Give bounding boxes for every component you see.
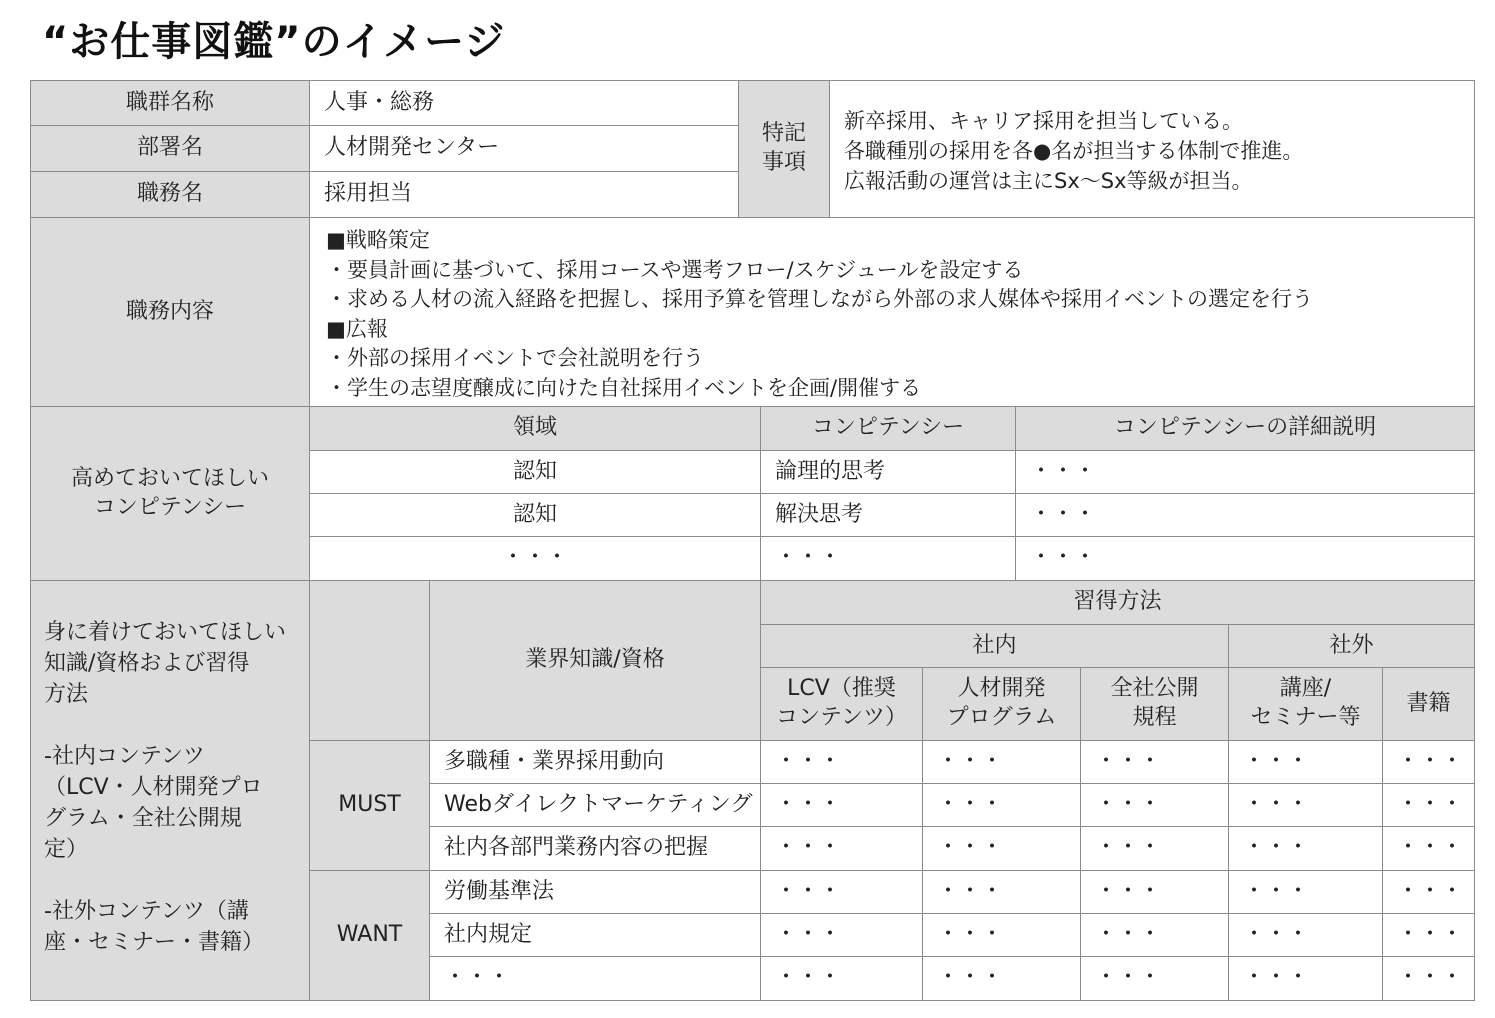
method-cell: ・・・ — [1228, 740, 1383, 784]
competency-domain: 認知 — [309, 493, 761, 537]
method-cell: ・・・ — [1228, 956, 1383, 1001]
sub-header-seminar: 講座/ セミナー等 — [1228, 667, 1383, 741]
competency-domain: ・・・ — [309, 536, 761, 581]
competency-header-detail: コンピテンシーの詳細説明 — [1015, 406, 1475, 451]
method-cell: ・・・ — [922, 870, 1081, 914]
job-group-value: 人事・総務 — [309, 80, 739, 126]
method-cell: ・・・ — [922, 913, 1081, 957]
competency-header-domain: 領域 — [309, 406, 761, 451]
note-line: 新卒採用、キャリア採用を担当している。 — [844, 109, 1243, 133]
competency-name: ・・・ — [760, 536, 1016, 581]
method-cell: ・・・ — [1080, 783, 1229, 827]
method-cell: ・・・ — [760, 956, 923, 1001]
duty-line: ・要員計画に基づいて、採用コースや選考フロー/スケジュールを設定する — [326, 257, 1024, 282]
competency-header-name: コンピテンシー — [760, 406, 1016, 451]
knowledge-item: 社内各部門業務内容の把握 — [429, 826, 761, 871]
method-cell: ・・・ — [1382, 870, 1475, 914]
competency-detail: ・・・ — [1015, 536, 1475, 581]
method-cell: ・・・ — [760, 740, 923, 784]
group-want: WANT — [309, 870, 430, 1001]
role-value: 採用担当 — [309, 171, 739, 218]
group-must: MUST — [309, 740, 430, 871]
method-cell: ・・・ — [1228, 913, 1383, 957]
notes-label: 特記 事項 — [738, 80, 830, 218]
method-cell: ・・・ — [760, 826, 923, 871]
knowledge-side-line: -社内コンテンツ （LCV・人材開発プロ グラム・全社公開規 定） — [44, 744, 263, 862]
method-cell: ・・・ — [760, 870, 923, 914]
method-cell: ・・・ — [922, 826, 1081, 871]
method-cell: ・・・ — [1382, 740, 1475, 784]
competency-name: 解決思考 — [760, 493, 1016, 537]
method-cell: ・・・ — [922, 956, 1081, 1001]
note-line: 広報活動の運営は主にSx～Sx等級が担当。 — [844, 169, 1253, 193]
method-cell: ・・・ — [1382, 913, 1475, 957]
duty-line: ・学生の志望度醸成に向けた自社採用イベントを企画/開催する — [326, 375, 922, 400]
sub-header-lcv: LCV（推奨 コンテンツ） — [760, 667, 923, 741]
duties-label: 職務内容 — [30, 217, 310, 407]
method-cell: ・・・ — [1080, 740, 1229, 784]
industry-header: 業界知識/資格 — [429, 580, 761, 741]
method-cell: ・・・ — [1080, 826, 1229, 871]
page-title: “お仕事図鑑”のイメージ — [42, 19, 506, 65]
method-cell: ・・・ — [760, 913, 923, 957]
method-cell: ・・・ — [1080, 870, 1229, 914]
method-cell: ・・・ — [1382, 956, 1475, 1001]
method-cell: ・・・ — [922, 740, 1081, 784]
duty-line: ■広報 — [326, 316, 388, 341]
competency-label: 高めておいてほしい コンピテンシー — [30, 406, 310, 581]
sub-header-rules: 全社公開 規程 — [1080, 667, 1229, 741]
dept-value: 人材開発センター — [309, 125, 739, 172]
method-cell: ・・・ — [1080, 956, 1229, 1001]
method-cell: ・・・ — [1228, 870, 1383, 914]
internal-header: 社内 — [760, 624, 1229, 668]
duty-line: ・求める人材の流入経路を把握し、採用予算を管理しながら外部の求人媒体や採用イベントの選定を行う — [326, 287, 1313, 311]
job-group-label: 職群名称 — [30, 80, 310, 126]
knowledge-side-line: 身に着けておいてほしい 知識/資格および習得 方法 — [44, 620, 287, 707]
knowledge-item: 多職種・業界採用動向 — [429, 740, 761, 784]
group-header-blank — [309, 580, 430, 741]
sub-header-program: 人材開発 プログラム — [922, 667, 1081, 741]
notes-text — [844, 106, 1303, 196]
competency-detail: ・・・ — [1015, 450, 1475, 494]
competency-name: 論理的思考 — [760, 450, 1016, 494]
duty-line: ・外部の採用イベントで会社説明を行う — [326, 346, 704, 370]
knowledge-item: Webダイレクトマーケティング — [429, 783, 761, 827]
competency-detail: ・・・ — [1015, 493, 1475, 537]
method-cell: ・・・ — [1228, 826, 1383, 871]
method-cell: ・・・ — [922, 783, 1081, 827]
method-cell: ・・・ — [1382, 826, 1475, 871]
knowledge-item: 社内規定 — [429, 913, 761, 957]
knowledge-side-line: -社外コンテンツ（講 座・セミナー・書籍） — [44, 899, 265, 955]
method-cell: ・・・ — [760, 783, 923, 827]
knowledge-item: ・・・ — [429, 956, 761, 1001]
dept-label: 部署名 — [30, 125, 310, 172]
method-header: 習得方法 — [760, 580, 1475, 625]
method-cell: ・・・ — [1382, 783, 1475, 827]
external-header: 社外 — [1228, 624, 1475, 668]
duties-text — [326, 226, 1313, 403]
competency-domain: 認知 — [309, 450, 761, 494]
method-cell: ・・・ — [1228, 783, 1383, 827]
method-cell: ・・・ — [1080, 913, 1229, 957]
sub-header-books: 書籍 — [1382, 667, 1475, 741]
note-line: 各職種別の採用を各●名が担当する体制で推進。 — [844, 139, 1304, 163]
role-label: 職務名 — [30, 171, 310, 218]
knowledge-side-text — [44, 617, 286, 958]
duty-line: ■戦略策定 — [326, 228, 430, 252]
knowledge-item: 労働基準法 — [429, 870, 761, 914]
